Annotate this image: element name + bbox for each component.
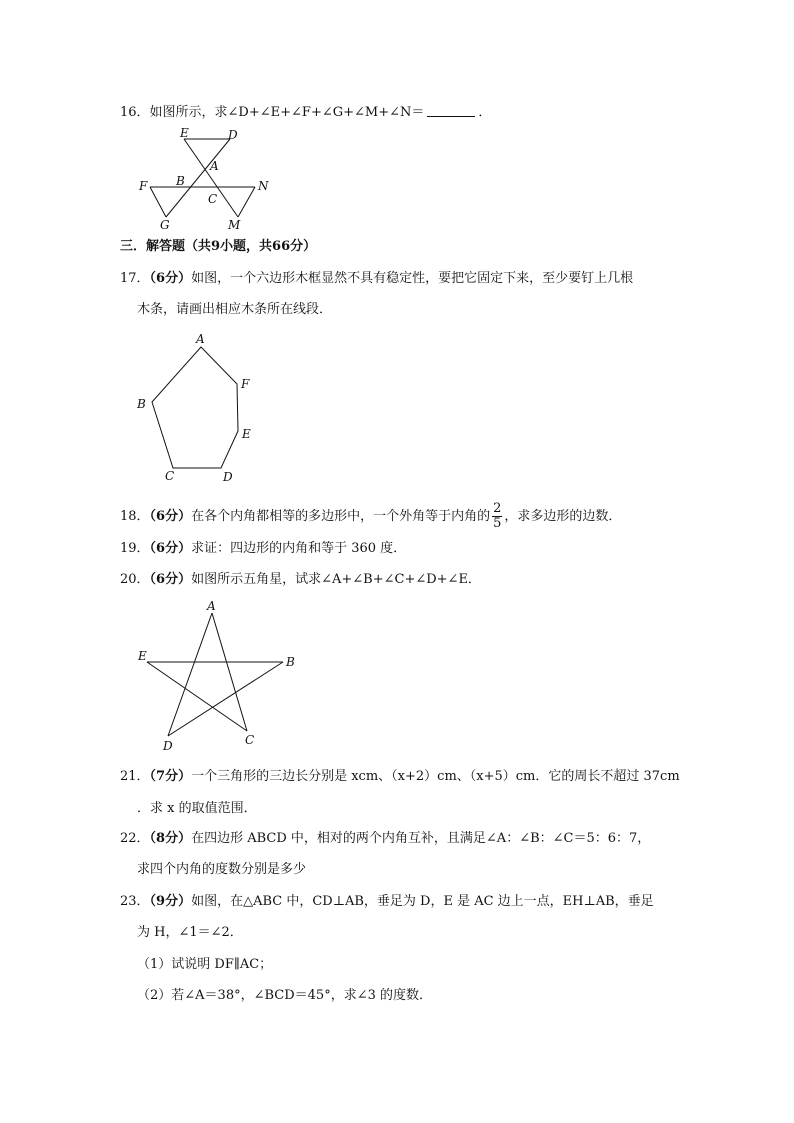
q16-label-E: E [180,126,189,140]
q20-label-C: C [245,733,255,747]
q16-label-D: D [228,128,238,142]
q23-line1 [120,893,654,911]
q21-line1 [120,768,680,786]
q16-label-F: F [139,179,148,193]
q20-label-E: E [138,649,147,663]
q21-line2: ．求 x 的取值范围． [137,801,257,816]
q17-label-C: C [165,469,175,483]
q17-hexagon [152,347,238,468]
q22-line1 [120,830,650,848]
q16-label-G: G [160,218,170,232]
q18-frac-num: 2 [493,501,502,516]
q16-text [120,104,491,122]
q17-label-A: A [196,332,205,346]
q19-score: （6分） [149,541,192,556]
q22-num: 22． [120,831,150,846]
q20-label-B: B [286,655,295,669]
q20-label-D: D [163,739,173,753]
q17-hexagon-figure [135,330,265,490]
q16-segment-MN [238,187,255,217]
q17-text1: 如图，一个六边形木框显然不具有稳定性，要把它固定下来，至少要钉上几根 [191,271,634,286]
q16-segment-FG [150,187,166,217]
q20-segment-AD [168,613,212,736]
q23-text1: 如图，在△ABC 中，CD⊥AB，垂足为 D，E 是 AC 边上一点，EH⊥AB，垂足 [191,894,654,909]
q21-num: 21． [120,769,150,784]
q16-label-M: M [228,218,241,232]
q17-label-B: B [137,397,146,411]
q17-score: （6分） [149,271,192,286]
q18-line [120,502,621,532]
q23-sub2: （2）若∠A＝38°，∠BCD＝45°，求∠3 的度数． [137,988,432,1003]
q20-segment-EC [147,662,247,731]
q16-stem: 16．如图所示，求∠D+∠E+∠F+∠G+∠M+∠N＝ [120,105,425,120]
q17-label-D: D [223,470,233,484]
q20-line [120,571,481,589]
q23-num: 23． [120,894,150,909]
q18-text-after: ，求多边形的边数． [504,509,622,524]
q18-frac-den: 5 [493,516,502,531]
q16-label-C: C [208,192,218,206]
q20-segment-AC [212,613,247,731]
q17-label-F: F [241,377,250,391]
section3-heading: 三．解答题（共9小题，共66分） [120,239,317,254]
q22-score: （8分） [149,831,192,846]
q17-line1 [120,270,633,288]
q20-label-A: A [207,599,216,613]
q23-sub1: （1）试说明 DF∥AC； [137,957,273,972]
q20-num: 20． [120,572,150,587]
q22-text1: 在四边形 ABCD 中，相对的两个内角互补，且满足∠A：∠B：∠C＝5：6：7， [191,831,651,846]
q23-score: （9分） [149,894,192,909]
q20-text: 如图所示五角星，试求∠A+∠B+∠C+∠D+∠E． [191,572,481,587]
q18-fraction [492,502,502,531]
q16-label-B: B [176,174,185,188]
q17-line2: 木条，请画出相应木条所在线段． [137,302,333,317]
q20-star-figure [135,598,305,753]
q18-num: 18． [120,509,150,524]
q23-line2: 为 H，∠1＝∠2． [137,925,243,940]
q21-text1: 一个三角形的三边长分别是 xcm、（x+2）cm、（x+5）cm．它的周长不超过 37cm [191,769,680,784]
q16-label-A: A [210,159,219,173]
q20-score: （6分） [149,572,192,587]
q16-end: ． [478,105,492,120]
q18-text-before: 在各个内角都相等的多边形中，一个外角等于内角的 [191,509,491,524]
q16-answer-blank [427,116,475,117]
q17-label-E: E [242,427,251,441]
q17-num: 17． [120,271,150,286]
q18-score: （6分） [149,509,192,524]
q21-score: （7分） [149,769,192,784]
q19-line [120,540,406,558]
q22-line2: 求四个内角的度数分别是多少 [137,862,307,877]
q16-figure [130,125,290,235]
q19-num: 19． [120,541,150,556]
q16-label-N: N [258,179,269,193]
q19-text: 求证：四边形的内角和等于 360 度． [191,541,407,556]
q20-segment-BD [168,662,283,736]
